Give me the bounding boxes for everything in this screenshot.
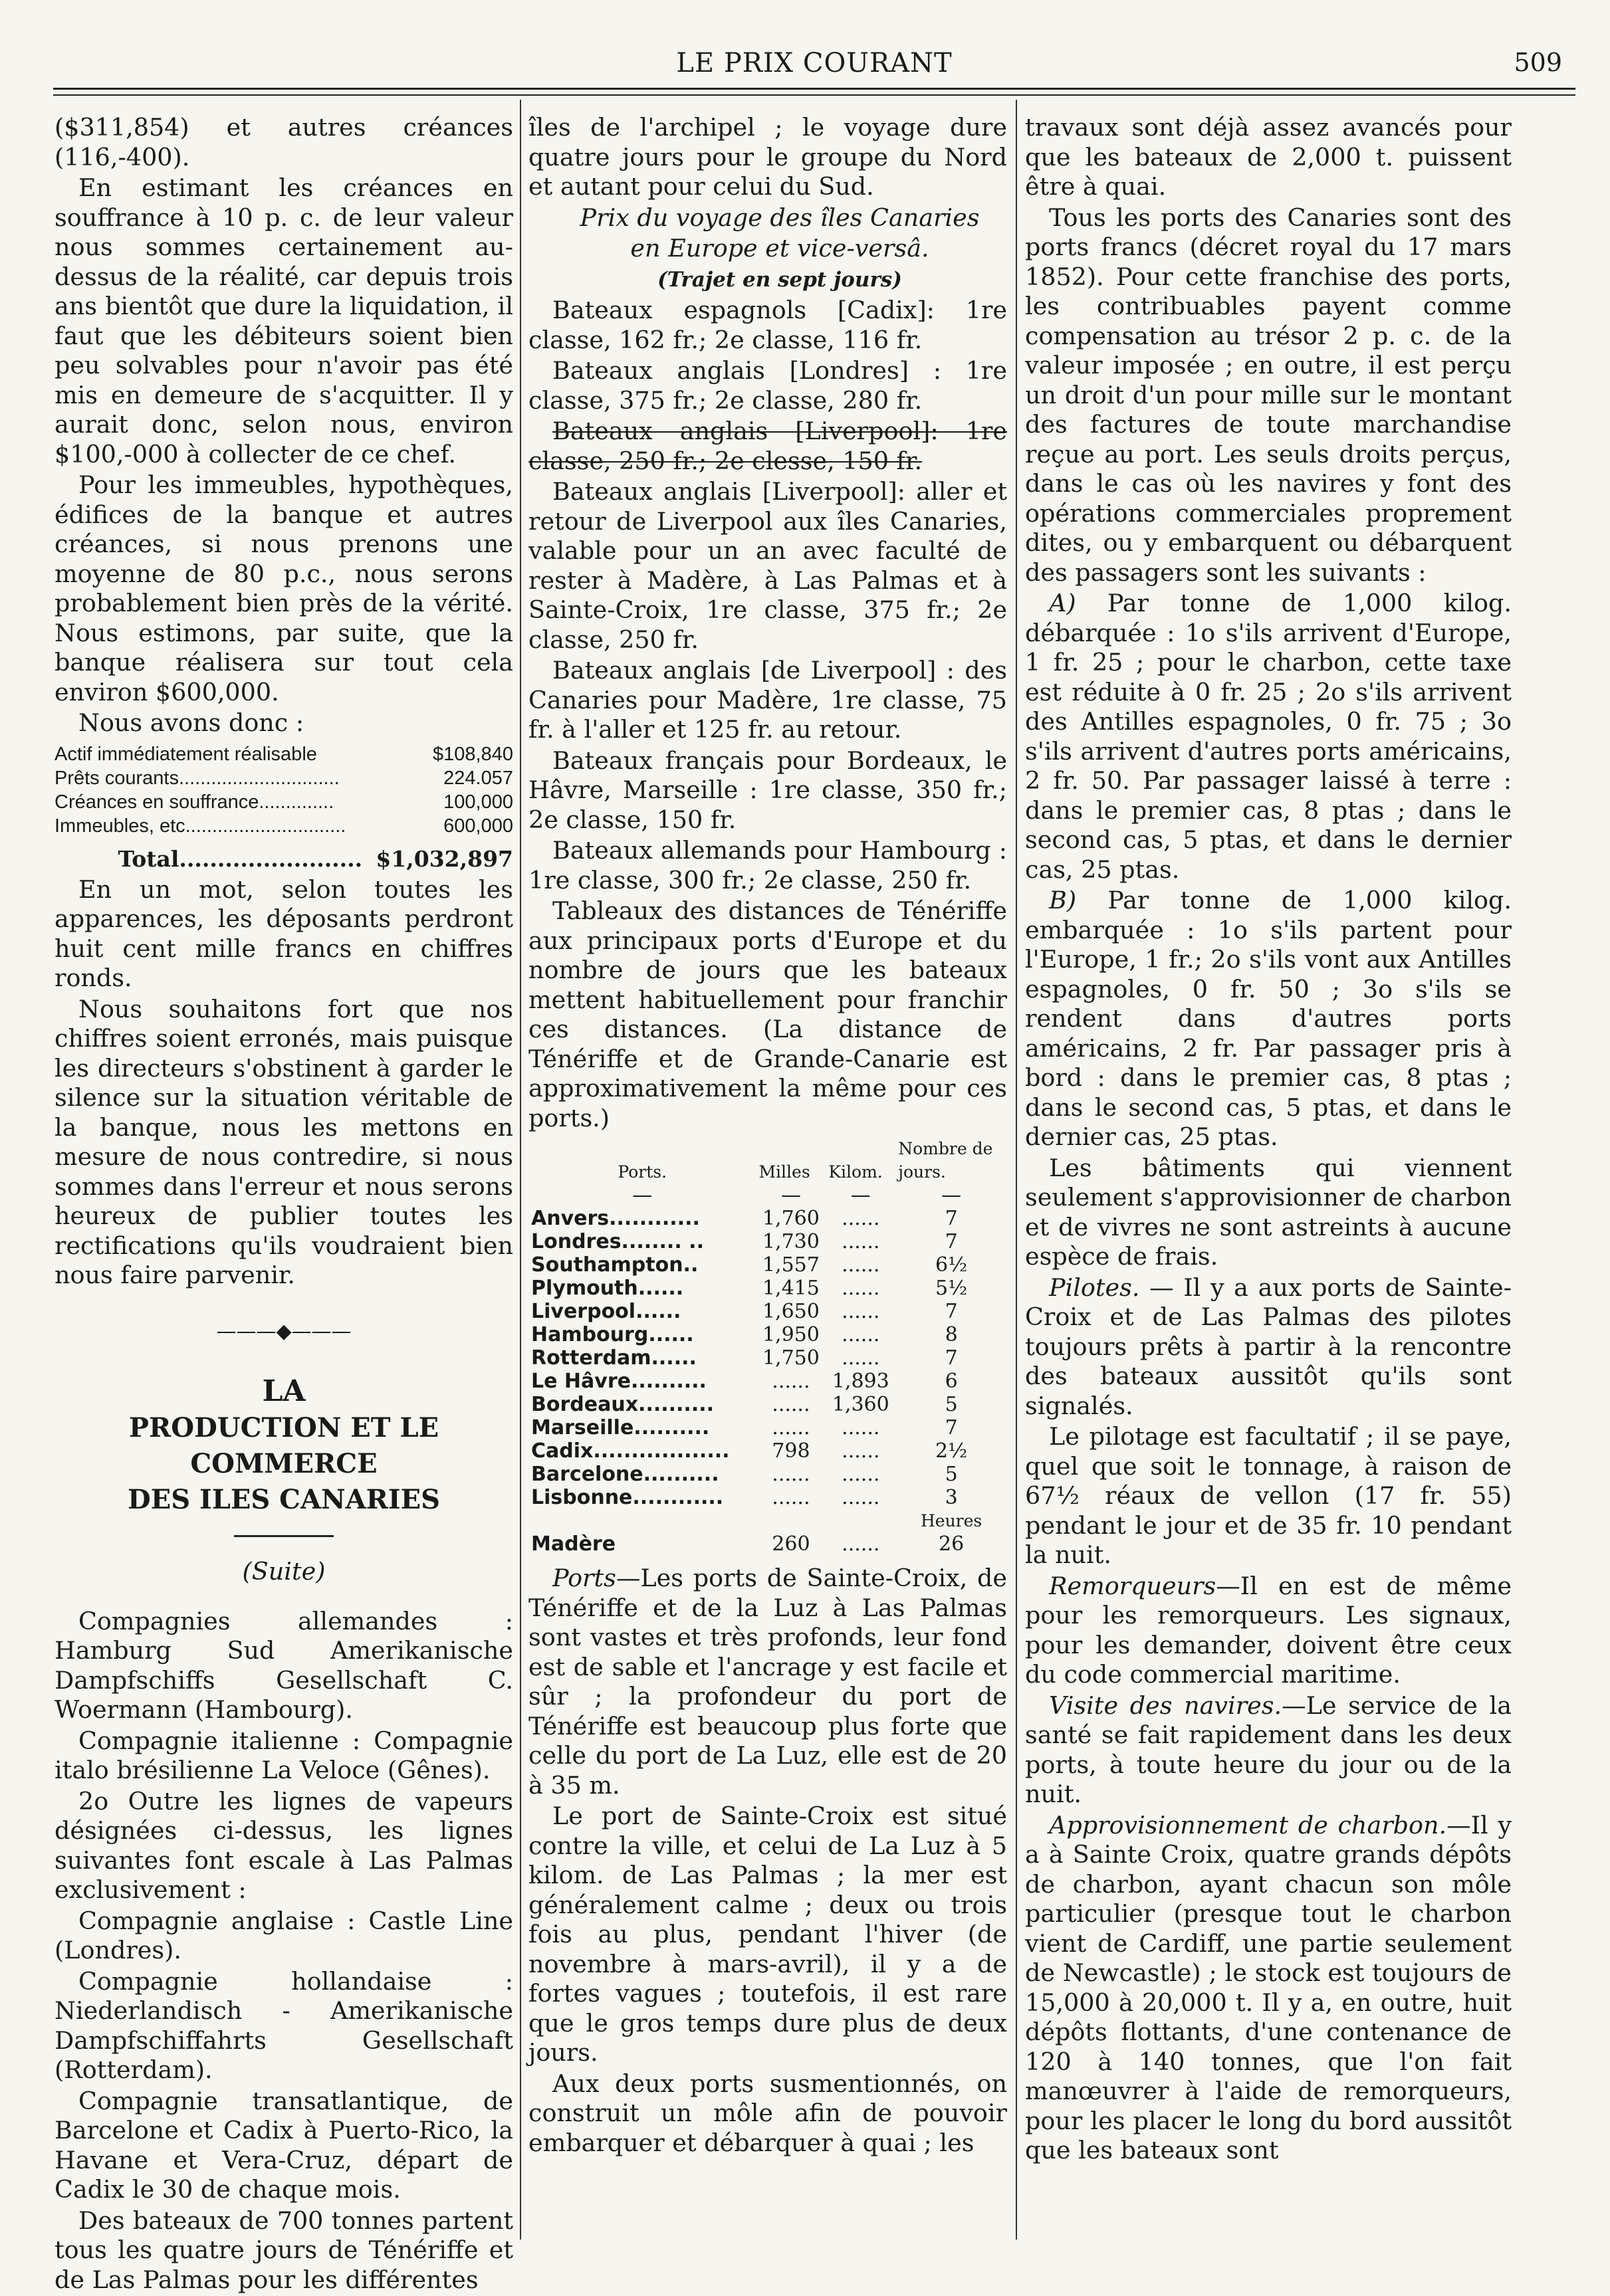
jours-value: 5½ xyxy=(935,1277,968,1300)
distance-table xyxy=(528,1137,1007,1556)
paragraph xyxy=(528,1564,1007,1800)
paragraph-text: —Le service de la santé se fait rapidement dans les deux ports, à toute heure du jour ou de la nuit. xyxy=(1025,1691,1512,1808)
paragraph xyxy=(1025,1811,1512,2166)
table-row xyxy=(528,1277,1007,1300)
column-divider-right xyxy=(1016,100,1017,2240)
table-row xyxy=(528,1323,1007,1346)
jours-value: 5 xyxy=(945,1463,958,1486)
table-header-row xyxy=(528,1137,1007,1184)
milles-value: ...... xyxy=(772,1463,810,1486)
total-label: Total........................ xyxy=(118,845,363,872)
paragraph: Le port de Sainte-Croix est situé contre la ville, et celui de La Luz à 5 kilom. de Las Palmas ; la mer est généralement calme ; deux ou trois fois au plus, pendant l'hiver (de novembre à mars-avril), il y a de fortes vagues ; toutefois, il est rare que le gros temps dure plus de deux jours. xyxy=(528,1802,1007,2067)
total-value: $1,032,897 xyxy=(376,845,513,872)
milles-value: 1,415 xyxy=(762,1277,820,1300)
paragraph: Tous les ports des Canaries sont des ports francs (décret royal du 17 mars 1852). Pour cette franchise des ports, les contribuables payent comme compensation au trésor 2 p. c. de la valeur imposée ; en outre, il est perçu un droit d'un pour mille sur le montant des factures de toute marchandise reçue au port. Les seuls droits perçus, dans le cas où les navires y font des opérations commerciales proprement dites, ou y embarquent ou débarquent des passagers sont les suivants : xyxy=(1025,203,1512,587)
paragraph-text: —Il y a à Sainte Croix, quatre grands dépôts de charbon, ayant chacun son môle particulier (presque tout le charbon vient de Cardiff, une partie seulement de Newcastle) ; le stock est toujours de 15,000 à 20,000 t. Il y a, en outre, huit dépôts flottants, d'une contenance de 120 à 140 tonnes, que l'on fait manœuvrer à l'aide de remorqueurs, pour les placer le long du bord aussitôt que les bateaux sont xyxy=(1025,1810,1512,2164)
paragraph: Bateaux français pour Bordeaux, le Hâvre, Marseille : 1re classe, 350 fr.; 2e classe, 150 fr. xyxy=(528,746,1007,834)
jours-value: 6 xyxy=(945,1370,958,1393)
paragraph-text: Par tonne de 1,000 kilog. débarquée : 1o s'ils arrivent d'Europe, 1 fr. 25 ; pour le charbon, cette taxe est réduite à 0 fr. 25 ; 2o s'ils arrivent des Antilles espagnoles, 0 fr. 75 ; 3o s'ils arrivent d'autres ports américains, 2 fr. 50. Par passager laissé à terre : dans le premier cas, 8 ptas ; dans le second cas, 5 ptas, et dans le dernier cas, 25 ptas. xyxy=(1025,589,1512,884)
kilom-value: ...... xyxy=(842,1253,880,1277)
header-jours-bottom: jours. xyxy=(898,1162,946,1182)
kilom-value: ...... xyxy=(842,1230,880,1253)
table-caption: en Europe et vice-versâ. xyxy=(630,234,929,262)
table-row xyxy=(528,1370,1007,1393)
jours-value: 8 xyxy=(945,1323,958,1346)
paragraph-text: Par tonne de 1,000 kilog. embarquée : 1o s'ils partent pour l'Europe, 1 fr.; 2o s'ils vont aux Antilles espagnoles, 0 fr. 50 ; 3o s'ils se rendent dans d'autres ports américains, 2 fr. Par passager pris à bord : dans le premier cas, 8 ptas ; dans le second cas, 5 ptas, et dans le dernier cas, 25 ptas. xyxy=(1025,886,1512,1151)
paragraph: Bateaux anglais [de Liverpool] : des Canaries pour Madère, 1re classe, 75 fr. à l'aller et 125 fr. au retour. xyxy=(528,656,1007,744)
port-name: Hambourg...... xyxy=(531,1323,694,1346)
port-name: Cadix.................. xyxy=(531,1439,730,1463)
dash: — xyxy=(941,1184,962,1207)
paragraph: îles de l'archipel ; le voyage dure quatre jours pour le groupe du Nord et autant pour celui du Sud. xyxy=(528,113,1007,201)
table-row xyxy=(528,1346,1007,1370)
kilom-value: ...... xyxy=(842,1439,880,1463)
heading-rule xyxy=(234,1535,334,1537)
paragraph-text: — Il y a aux ports de Sainte-Croix et de Las Palmas des pilotes toujours prêts à partir à la rencontre des bateaux aussitôt qu'ils sont signalés. xyxy=(1025,1273,1512,1420)
summary-label: Actif immédiatement réalisable xyxy=(55,743,317,765)
paragraph: Aux deux ports susmentionnés, on construit un môle afin de pouvoir embarquer et débarquer à quai ; les xyxy=(528,2069,1007,2157)
paragraph xyxy=(1025,589,1512,885)
paragraph: Le pilotage est facultatif ; il se paye, quel que soit le tonnage, à raison de 67½ réaux de vellon (17 fr. 55) pendant le jour et de 35 fr. 10 pendant la nuit. xyxy=(1025,1422,1512,1569)
paragraph: Nous souhaitons fort que nos chiffres soient erronés, mais puisque les directeurs s'obstinent à garder le silence sur la situation véritable de la banque, nous les mettons en mesure de nous contredire, si nous sommes dans l'erreur et nous serons heureux de publier toutes les rectifications qu'ils voudraient bien nous faire parvenir. xyxy=(55,994,513,1289)
table-row xyxy=(528,1230,1007,1253)
port-name: Marseille.......... xyxy=(531,1416,710,1439)
kilom-value: ...... xyxy=(842,1323,880,1346)
summary-label: Immeubles, etc.............................. xyxy=(55,815,346,837)
table-row xyxy=(528,1300,1007,1323)
kilom-value: ...... xyxy=(842,1300,880,1323)
paragraph: Compagnies allemandes : Hamburg Sud Amerikanische Dampfschiffs Gesellschaft C. Woermann (Hambourg). xyxy=(55,1606,513,1724)
paragraph: Bateaux anglais [Liverpool]: aller et retour de Liverpool aux îles Canaries, valable pour un an avec faculté de rester à Madère, à Las Palmas et à Sainte-Croix, 1re classe, 375 fr.; 2e classe, 250 fr. xyxy=(528,477,1007,654)
summary-row xyxy=(55,790,513,814)
paragraph-label: A) xyxy=(1049,589,1076,617)
dash: — xyxy=(850,1184,871,1207)
summary-label: Créances en souffrance.............. xyxy=(55,791,334,813)
paragraph-label: Approvisionnement de charbon. xyxy=(1049,1810,1447,1839)
paragraph: Pour les immeubles, hypothèques, édifices de la banque et autres créances, si nous prenons une moyenne de 80 p.c., nous serons probablement bien près de la vérité. Nous estimons, par suite, que la banque réalisera sur tout cela environ $600,000. xyxy=(55,470,513,706)
kilom-value: ...... xyxy=(842,1416,880,1439)
suite-label: (Suite) xyxy=(242,1557,326,1586)
milles-value: 798 xyxy=(772,1439,810,1463)
milles-value: 1,750 xyxy=(762,1346,820,1370)
article-heading-line2: PRODUCTION ET LE COMMERCE xyxy=(128,1412,439,1479)
table-row xyxy=(528,1439,1007,1463)
summary-row xyxy=(55,814,513,838)
port-name: Bordeaux.......... xyxy=(531,1393,715,1416)
paragraph: En estimant les créances en souffrance à 10 p. c. de leur valeur nous sommes certainement au-dessus de la réalité, car depuis trois ans bientôt que dure la liquidation, il faut que les débiteurs soient bien peu solvables pour n'avoir pas été mis en demeure de s'acquitter. Il y aurait donc, selon nous, environ $100,-000 à collecter de ce chef. xyxy=(55,173,513,469)
table-row xyxy=(528,1393,1007,1416)
header-milles: Milles xyxy=(758,1162,810,1182)
port-name: Liverpool...... xyxy=(531,1300,681,1323)
jours-value: 6½ xyxy=(935,1253,968,1277)
header-jours-top: Nombre de xyxy=(898,1139,993,1158)
table-row xyxy=(528,1463,1007,1486)
paragraph-label: Pilotes. xyxy=(1049,1273,1140,1302)
milles-value: 1,730 xyxy=(762,1230,820,1253)
paragraph: En un mot, selon toutes les apparences, les déposants perdront huit cent mille francs en chiffres ronds. xyxy=(55,875,513,992)
paragraph: 2o Outre les lignes de vapeurs désignées ci-dessus, les lignes suivantes font escale à Las Palmas exclusivement : xyxy=(55,1786,513,1904)
jours-value: 7 xyxy=(945,1207,958,1230)
jours-value: 7 xyxy=(945,1230,958,1253)
milles-value: ...... xyxy=(772,1486,810,1509)
dash: — xyxy=(632,1184,653,1207)
article-heading-line1: LA xyxy=(262,1374,306,1408)
paragraph: travaux sont déjà assez avancés pour que les bateaux de 2,000 t. puissent être à quai. xyxy=(1025,113,1512,201)
paragraph-label: B) xyxy=(1049,886,1077,914)
paragraph: Compagnie italienne : Compagnie italo brésilienne La Veloce (Gênes). xyxy=(55,1726,513,1784)
jours-value: 2½ xyxy=(935,1439,968,1463)
header-rule xyxy=(53,88,1575,90)
column-1 xyxy=(55,113,513,2296)
paragraph: Tableaux des distances de Ténériffe aux principaux ports d'Europe et du nombre de jours que les bateaux mettent habituellement pour franchir ces distances. (La distance de Ténériffe et de Grande-Canarie est approximativement la même pour ces ports.) xyxy=(528,896,1007,1132)
jours-value: 26 xyxy=(939,1532,965,1556)
header-jours xyxy=(895,1137,1007,1184)
summary-value: 224.057 xyxy=(443,767,513,789)
paragraph-text: —Les ports de Sainte-Croix, de Ténériffe et de la Luz à Las Palmas sont vastes et très profonds, leur fond est de sable et l'ancrage y est facile et sûr ; la profondeur du port de Ténériffe est beaucoup plus forte que celle du port de La Luz, elle est de 20 à 35 m. xyxy=(528,1564,1007,1800)
paragraph: Compagnie transatlantique, de Barcelone et Cadix à Puerto-Rico, la Havane et Vera-Cruz, départ de Cadix le 30 de chaque mois. xyxy=(55,2086,513,2204)
table-caption: Prix du voyage des îles Canaries xyxy=(580,203,980,232)
milles-value: 260 xyxy=(772,1532,810,1556)
port-name: Madère xyxy=(531,1532,616,1556)
port-name: Plymouth...... xyxy=(531,1277,684,1300)
kilom-value: ...... xyxy=(842,1463,880,1486)
paragraph: Des bateaux de 700 tonnes partent tous les quatre jours de Ténériffe et de Las Palmas pour les différentes xyxy=(55,2206,513,2294)
port-name: Anvers............ xyxy=(531,1207,700,1230)
column-3 xyxy=(1025,113,1512,2167)
port-name: Le Hâvre.......... xyxy=(531,1370,707,1393)
jours-value: 7 xyxy=(945,1346,958,1370)
header-ports: Ports. xyxy=(618,1162,667,1182)
jours-value: 7 xyxy=(945,1416,958,1439)
dash: — xyxy=(780,1184,801,1207)
table-row xyxy=(528,1207,1007,1230)
summary-value: $108,840 xyxy=(433,743,513,765)
port-name: Rotterdam...... xyxy=(531,1346,697,1370)
summary-total-row xyxy=(55,838,513,871)
journal-title: LE PRIX COURANT xyxy=(676,48,953,78)
kilom-value: ...... xyxy=(842,1346,880,1370)
paragraph: Bateaux espagnols [Cadix]: 1re classe, 162 fr.; 2e classe, 116 fr. xyxy=(528,296,1007,354)
paragraph-text: —Il en est de même pour les remorqueurs. Les signaux, pour les demander, doivent être ceux du code commercial maritime. xyxy=(1025,1571,1512,1689)
kilom-value: 1,360 xyxy=(832,1393,889,1416)
milles-value: 1,950 xyxy=(762,1323,820,1346)
table-subcaption: (Trajet en sept jours) xyxy=(657,267,902,292)
paragraph xyxy=(1025,1273,1512,1421)
table-row xyxy=(528,1253,1007,1277)
paragraph: Compagnie anglaise : Castle Line (Londres). xyxy=(55,1906,513,1964)
jours-value: 7 xyxy=(945,1300,958,1323)
paragraph-label: Remorqueurs xyxy=(1049,1571,1216,1600)
heures-label: Heures xyxy=(920,1511,982,1530)
paragraph: Les bâtiments qui viennent seulement s'approvisionner de charbon et de vivres ne sont astreints à aucune espèce de frais. xyxy=(1025,1153,1512,1271)
milles-value: ...... xyxy=(772,1370,810,1393)
paragraph: Compagnie hollandaise : Niederlandisch - Amerikanische Dampfschiffahrts Gesellschaft (Rotterdam). xyxy=(55,1966,513,2084)
table-row xyxy=(528,1532,1007,1556)
table-row xyxy=(528,1416,1007,1439)
page-number: 509 xyxy=(1514,48,1562,77)
paragraph: Nous avons donc : xyxy=(78,708,304,737)
kilom-value: ...... xyxy=(842,1532,880,1556)
summary-row xyxy=(55,742,513,766)
paragraph: Bateaux allemands pour Hambourg : 1re classe, 300 fr.; 2e classe, 250 fr. xyxy=(528,836,1007,894)
paragraph: Bateaux anglais [Londres] : 1re classe, 375 fr.; 2e classe, 280 fr. xyxy=(528,356,1007,415)
paragraph-label: Ports xyxy=(552,1564,616,1592)
jours-value: 3 xyxy=(945,1486,958,1509)
summary-label: Prêts courants.............................. xyxy=(55,767,340,789)
paragraph xyxy=(1025,1691,1512,1810)
column-2 xyxy=(528,113,1007,2159)
port-name: Barcelone.......... xyxy=(531,1463,719,1486)
milles-value: 1,760 xyxy=(762,1207,820,1230)
port-name: Londres........ .. xyxy=(531,1230,704,1253)
milles-value: 1,557 xyxy=(762,1253,820,1277)
paragraph-label: Visite des navires. xyxy=(1049,1691,1282,1720)
kilom-value: ...... xyxy=(842,1207,880,1230)
summary-value: 100,000 xyxy=(443,791,513,813)
milles-value: 1,650 xyxy=(762,1300,820,1323)
kilom-value: ...... xyxy=(842,1277,880,1300)
page-header xyxy=(53,48,1575,88)
milles-value: ...... xyxy=(772,1416,810,1439)
summary-value: 600,000 xyxy=(443,815,513,837)
kilom-value: ...... xyxy=(842,1486,880,1509)
milles-value: ...... xyxy=(772,1393,810,1416)
header-kilom: Kilom. xyxy=(828,1162,883,1182)
paragraph: Bateaux anglais [Liverpool]: 1re classe, 250 fr.; 2e clesse, 150 fr. xyxy=(528,417,1007,475)
assets-summary-table xyxy=(55,742,513,871)
table-row xyxy=(528,1486,1007,1509)
table-heures-row xyxy=(528,1509,1007,1532)
table-dash-row xyxy=(528,1184,1007,1207)
section-ornament: ———◆——— xyxy=(216,1319,352,1343)
kilom-value: 1,893 xyxy=(832,1370,889,1393)
article-heading-line3: DES ILES CANARIES xyxy=(128,1484,440,1515)
header-rule-secondary xyxy=(53,94,1575,96)
port-name: Lisbonne............ xyxy=(531,1486,724,1509)
port-name: Southampton.. xyxy=(531,1253,699,1277)
summary-row xyxy=(55,766,513,790)
jours-value: 5 xyxy=(945,1393,958,1416)
paragraph xyxy=(1025,1572,1512,1690)
paragraph xyxy=(1025,886,1512,1152)
column-divider-left xyxy=(520,100,521,2240)
paragraph: ($311,854) et autres créances (116,-400). xyxy=(55,113,513,171)
